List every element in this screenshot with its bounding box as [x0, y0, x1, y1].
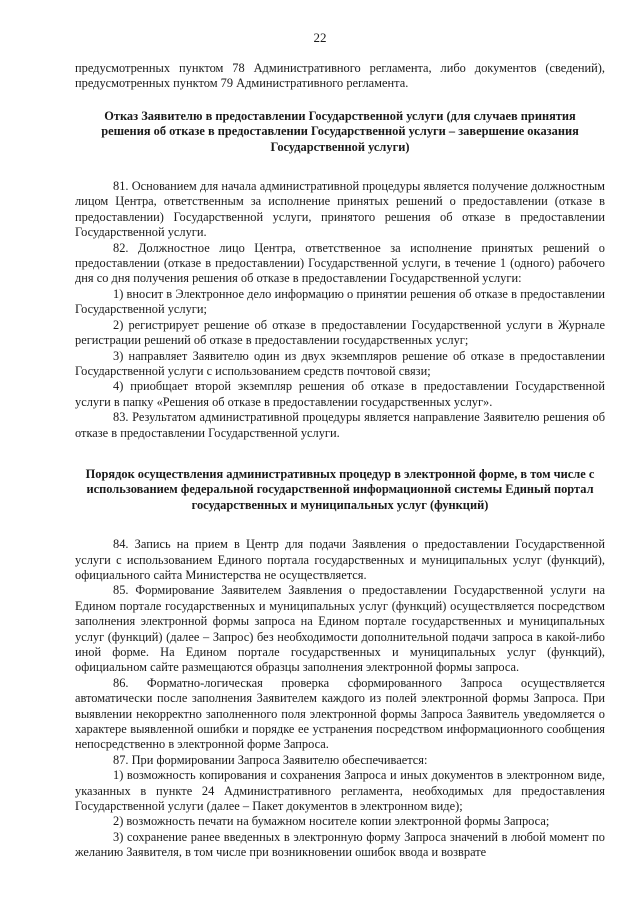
- intro-paragraph: предусмотренных пунктом 78 Административного регламента, либо документов (сведений), предусмотренных пунктом 79 Административного регламента.: [75, 61, 605, 91]
- paragraph-86: 86. Форматно-логическая проверка сформированного Запроса осуществляется автоматически после заполнения Заявителем каждого из полей электронной формы Запроса. При выявлении некорректно заполненного поля электронной формы Запроса Заявитель уведомляется о характере выявленной ошибки и порядке ее устранения посредством информационного сообщения непосредственно в электронной форме Запроса.: [75, 675, 605, 752]
- document-body: [75, 61, 605, 861]
- list-item-82-2: 2) регистрирует решение об отказе в предоставлении Государственной услуги в Журнале регистрации решений об отказе в предоставлении государственных услуг;: [75, 317, 605, 348]
- section-heading-electronic: Порядок осуществления административных процедур в электронной форме, в том числе с использованием федеральной государственной информационной системы Единый портал государственных и муниципальных услуг (функций): [85, 466, 595, 512]
- list-item-82-4: 4) приобщает второй экземпляр решения об отказе в предоставлении Государственной услуги в папку «Решения об отказе в предоставлении государственных услуг».: [75, 379, 605, 409]
- list-item-82-3: 3) направляет Заявителю один из двух экземпляров решение об отказе в предоставлении Государственной услуги с использованием средств почтовой связи;: [75, 348, 605, 378]
- list-item-82-1: 1) вносит в Электронное дело информацию о принятии решения об отказе в предоставлении Государственной услуги;: [75, 286, 605, 317]
- section-electronic-body: [75, 537, 605, 861]
- list-item-87-1: 1) возможность копирования и сохранения Запроса и иных документов в электронном виде, указанных в пункте 24 Административного регламента, необходимых для предоставления Государственной услуги (далее – Пакет документов в электронном виде);: [75, 768, 605, 814]
- paragraph-85: 85. Формирование Заявителем Заявления о предоставлении Государственной услуги на Едином портале государственных и муниципальных услуг (функций) осуществляется посредством заполнения электронной формы запроса на Едином портале государственных и муниципальных услуг (функций) (далее – Запрос) без необходимости дополнительной подачи запроса в какой-либо иной форме. На Едином портале государственных и муниципальных услуг (функций), официальном сайте размещаются образцы заполнения электронной формы запроса.: [75, 583, 605, 675]
- list-item-87-3: 3) сохранение ранее введенных в электронную форму Запроса значений в любой момент по желанию Заявителя, в том числе при возникновении ошибок ввода и возврате: [75, 829, 605, 860]
- paragraph-87: 87. При формировании Запроса Заявителю обеспечивается:: [113, 752, 428, 767]
- page-number: 22: [313, 30, 327, 45]
- list-item-87-2: 2) возможность печати на бумажном носителе копии электронной формы Запроса;: [113, 814, 550, 829]
- section-heading-refusal: Отказ Заявителю в предоставлении Государственной услуги (для случаев принятия решения об отказе в предоставлении Государственной услуги – завершение оказания Государственной услуги): [101, 108, 579, 154]
- paragraph-84: 84. Запись на прием в Центр для подачи Заявления о предоставлении Государственной услуги с использованием Единого портала государственных и муниципальных услуг (функций), официального сайта Министерства не осуществляется.: [75, 537, 605, 582]
- paragraph-81: 81. Основанием для начала административной процедуры является получение должностным лицом Центра, ответственным за исполнение принятых решений о предоставлении (отказе в предоставлении) Государственной услуги, принятого решения об отказе в предоставлении Государственной услуги.: [75, 179, 605, 240]
- section-refusal-body: [75, 179, 605, 441]
- paragraph-82: 82. Должностное лицо Центра, ответственное за исполнение принятых решений о предоставлении (отказе в предоставлении) Государственной услуги, в течение 1 (одного) рабочего дня со дня получения решения об отказе в предоставлении Государственной услуги:: [75, 240, 605, 286]
- paragraph-83: 83. Результатом административной процедуры является направление Заявителю решения об отказе в предоставлении Государственной услуги.: [75, 410, 605, 440]
